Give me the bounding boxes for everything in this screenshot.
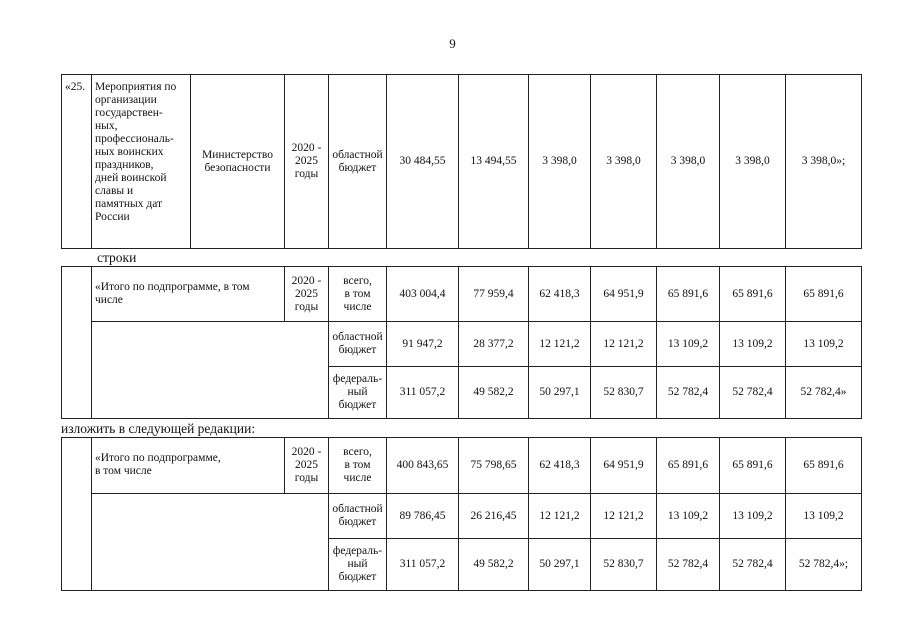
- total-title: «Итого по подпрограмме, в том числе: [92, 267, 285, 322]
- total-title: «Итого по подпрограмме, в том числе: [92, 438, 285, 494]
- value-cell: 49 582,2: [459, 367, 529, 419]
- value-cell: 52 782,4»: [786, 367, 862, 419]
- funding-source: всего, в том числе: [329, 438, 387, 494]
- value-cell: 65 891,6: [786, 267, 862, 322]
- value-cell: 75 798,65: [459, 438, 529, 494]
- value-cell: 28 377,2: [459, 322, 529, 367]
- value-cell: 49 582,2: [459, 539, 529, 591]
- value-cell: 12 121,2: [529, 322, 591, 367]
- row-25-table: [61, 74, 862, 249]
- value-cell: 311 057,2: [387, 367, 459, 419]
- funding-source: областной бюджет: [329, 75, 387, 249]
- value-cell: 64 951,9: [591, 267, 657, 322]
- value-cell: 77 959,4: [459, 267, 529, 322]
- period: 2020 - 2025 годы: [285, 75, 329, 249]
- value-cell: 3 398,0»;: [786, 75, 862, 249]
- value-cell: 52 782,4: [720, 367, 786, 419]
- value-cell: 3 398,0: [529, 75, 591, 249]
- value-cell: 52 782,4: [720, 539, 786, 591]
- value-cell: 62 418,3: [529, 438, 591, 494]
- funding-source: федераль- ный бюджет: [329, 539, 387, 591]
- value-cell: 65 891,6: [657, 267, 720, 322]
- funding-source: федераль- ный бюджет: [329, 367, 387, 419]
- period: 2020 - 2025 годы: [285, 438, 329, 494]
- label-stroki: строки: [97, 250, 137, 265]
- value-cell: 13 109,2: [657, 494, 720, 539]
- value-cell: 52 830,7: [591, 367, 657, 419]
- value-cell: 89 786,45: [387, 494, 459, 539]
- value-cell: 52 830,7: [591, 539, 657, 591]
- value-cell: 13 109,2: [786, 322, 862, 367]
- value-cell: 91 947,2: [387, 322, 459, 367]
- row-number-empty: [62, 438, 92, 591]
- value-cell: 26 216,45: [459, 494, 529, 539]
- value-cell: 13 109,2: [720, 494, 786, 539]
- new-total-table: [61, 437, 862, 591]
- value-cell: 13 109,2: [657, 322, 720, 367]
- value-cell: 3 398,0: [657, 75, 720, 249]
- value-cell: 52 782,4»;: [786, 539, 862, 591]
- value-cell: 62 418,3: [529, 267, 591, 322]
- value-cell: 65 891,6: [720, 267, 786, 322]
- value-cell: 50 297,1: [529, 367, 591, 419]
- value-cell: 12 121,2: [529, 494, 591, 539]
- row-number: «25.: [62, 75, 92, 249]
- value-cell: 400 843,65: [387, 438, 459, 494]
- funding-source: всего, в том числе: [329, 267, 387, 322]
- value-cell: 12 121,2: [591, 322, 657, 367]
- value-cell: 50 297,1: [529, 539, 591, 591]
- old-total-table: [61, 266, 862, 419]
- value-cell: 12 121,2: [591, 494, 657, 539]
- period: 2020 - 2025 годы: [285, 267, 329, 322]
- value-cell: 65 891,6: [720, 438, 786, 494]
- row-number-empty: [62, 267, 92, 419]
- value-cell: 52 782,4: [657, 539, 720, 591]
- label-izlozhit: изложить в следующей редакции:: [61, 421, 256, 436]
- measure-name: Мероприятия по организации государствен- ных, профессиональ- ных воинских праздников, дней воинской славы и памятных дат России: [92, 75, 191, 249]
- value-cell: 64 951,9: [591, 438, 657, 494]
- value-cell: 13 494,55: [459, 75, 529, 249]
- value-cell: 52 782,4: [657, 367, 720, 419]
- value-cell: 30 484,55: [387, 75, 459, 249]
- value-cell: 403 004,4: [387, 267, 459, 322]
- value-cell: 65 891,6: [657, 438, 720, 494]
- value-cell: 13 109,2: [720, 322, 786, 367]
- value-cell: 3 398,0: [591, 75, 657, 249]
- value-cell: 65 891,6: [786, 438, 862, 494]
- funding-source: областной бюджет: [329, 322, 387, 367]
- value-cell: 3 398,0: [720, 75, 786, 249]
- page-number: 9: [449, 36, 456, 51]
- funding-source: областной бюджет: [329, 494, 387, 539]
- value-cell: 13 109,2: [786, 494, 862, 539]
- merged-empty: [92, 494, 329, 591]
- executor: Министерство безопасности: [191, 75, 285, 249]
- merged-empty: [92, 322, 329, 419]
- value-cell: 311 057,2: [387, 539, 459, 591]
